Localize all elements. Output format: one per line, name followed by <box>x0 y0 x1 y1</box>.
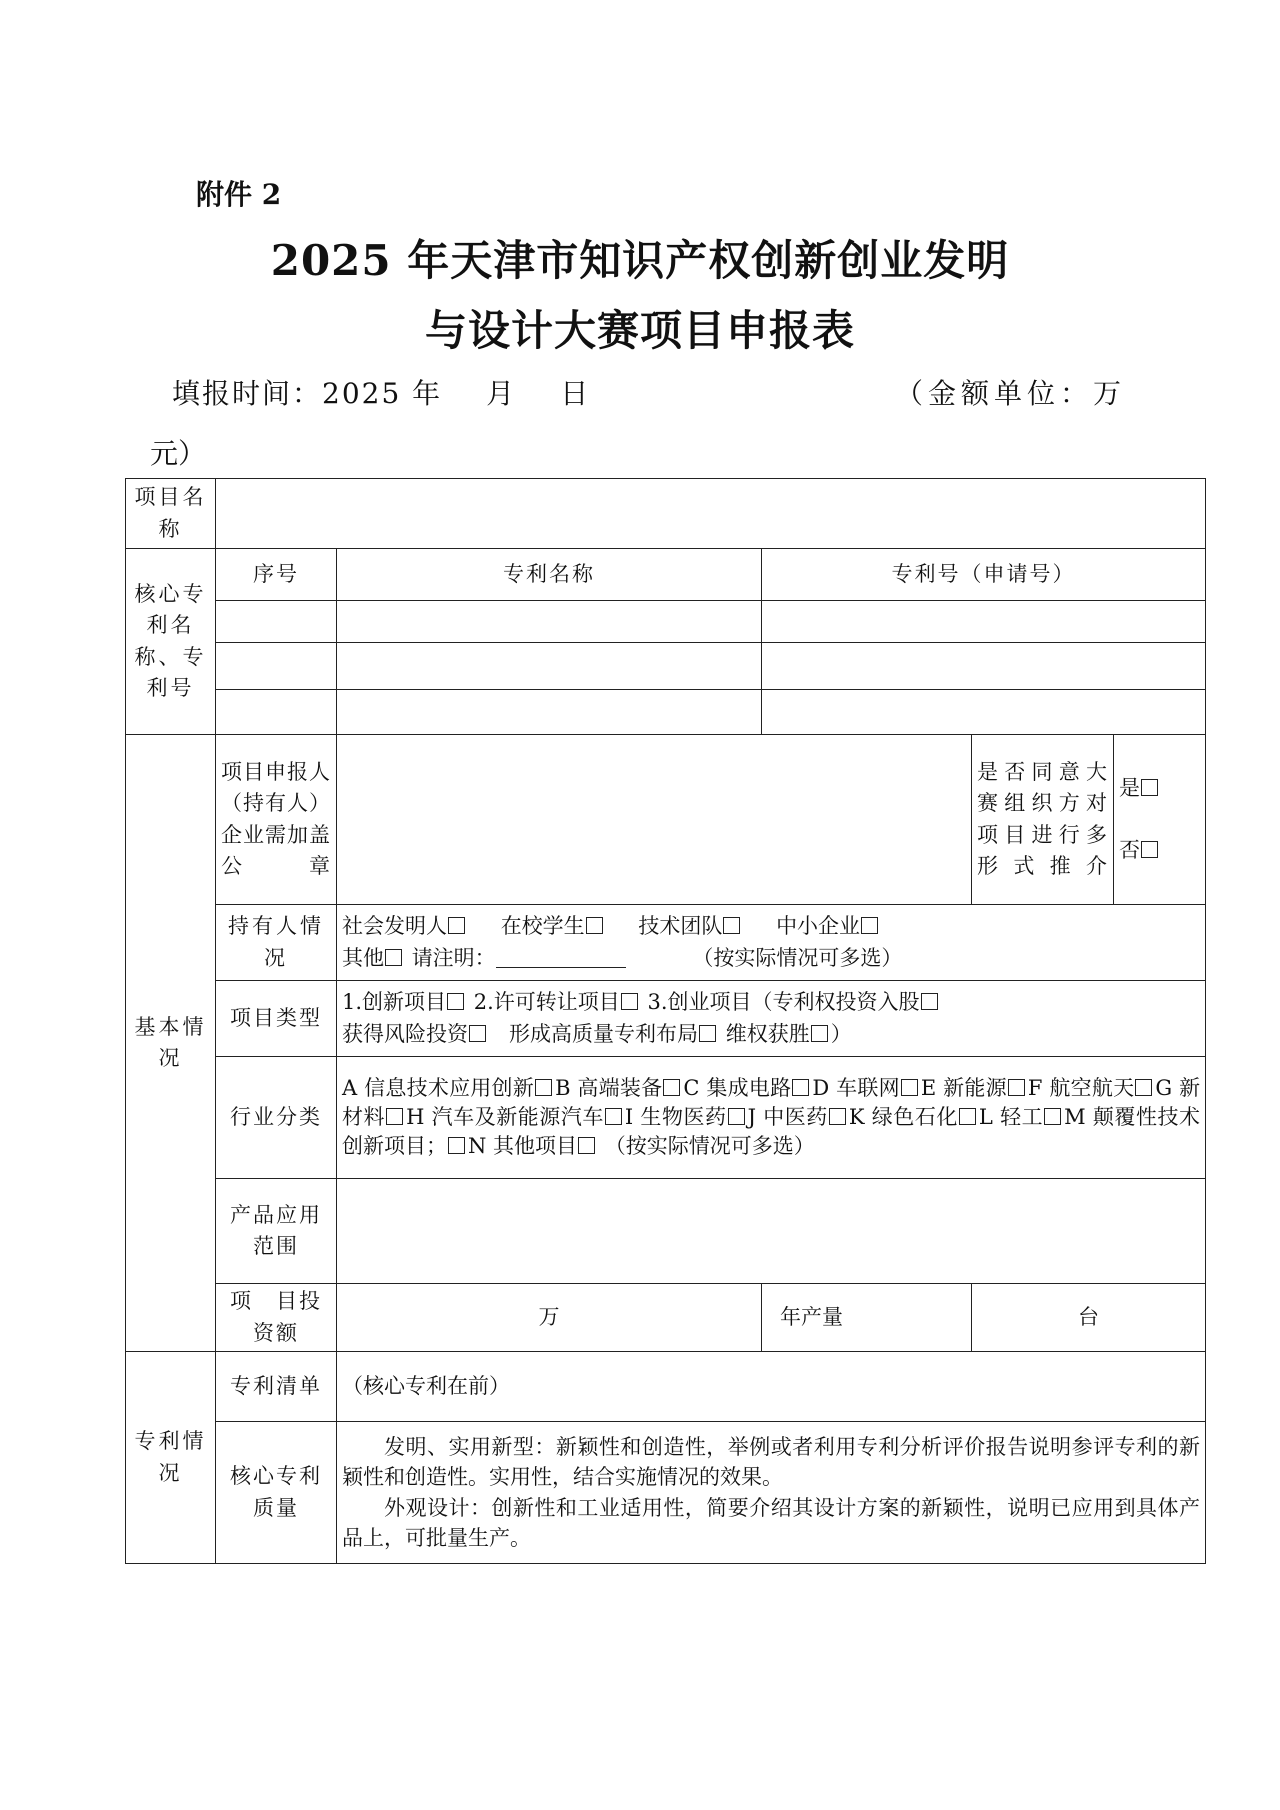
holder-note-input[interactable] <box>496 947 626 968</box>
type-vc-checkbox[interactable] <box>469 1025 486 1042</box>
product-scope-field[interactable] <box>337 1179 1206 1284</box>
holder-option: 技术团队 <box>638 914 723 938</box>
annual-output-unit: 台 <box>1078 1304 1100 1329</box>
holder-option: 在校学生 <box>500 914 585 938</box>
patent-seq-cell[interactable] <box>216 690 337 735</box>
industry-option: B 高端装备 <box>555 1076 663 1101</box>
fill-date-month: 月 <box>486 377 517 410</box>
holder-checkbox[interactable] <box>861 917 878 934</box>
holder-option: 社会发明人 <box>342 914 447 938</box>
application-form <box>125 478 1206 1564</box>
type-startup: 3.创业项目（专利权投资入股 <box>647 990 920 1014</box>
industry-option: J 中医药 <box>747 1105 828 1130</box>
form-title-line1: 2025 年天津市知识产权创新创业发明 <box>270 236 1010 285</box>
applicant-field[interactable] <box>337 735 972 905</box>
patent-quality-invention: 发明、实用新型：新颖性和创造性，举例或者利用专利分析评价报告说明参评专利的新颖性和创造性。实用性，结合实施情况的效果。 <box>342 1434 1201 1490</box>
no-label: 否 <box>1119 837 1140 862</box>
fill-date <box>172 372 590 412</box>
industry-option: K 绿色石化 <box>848 1105 958 1130</box>
attachment-label: 附件 2 <box>196 178 282 211</box>
patent-list-hint: （核心专利在前） <box>342 1373 510 1398</box>
holder-note-label: 请注明： <box>411 945 496 970</box>
col-patent-number-header: 专利号（申请号） <box>762 549 1206 601</box>
form-title-line2: 与设计大赛项目申报表 <box>424 306 855 355</box>
industry-checkbox[interactable] <box>448 1137 465 1154</box>
industry-checkbox[interactable] <box>829 1108 846 1125</box>
patent-number-cell[interactable] <box>762 643 1206 690</box>
patent-name-cell[interactable] <box>337 601 762 643</box>
col-patent-name-header: 专利名称 <box>337 549 762 601</box>
patent-seq-cell[interactable] <box>216 601 337 643</box>
yes-checkbox[interactable] <box>1141 779 1158 796</box>
applicant-label: 项目申报人（持有人）企业需加盖公章 <box>216 735 337 905</box>
holder-options <box>337 905 1206 981</box>
promotion-question: 是否同意大赛组织方对项目进行多形式推介 <box>972 735 1114 905</box>
project-type-options <box>337 981 1206 1057</box>
basic-info-label: 基本情况 <box>126 735 216 1352</box>
patent-quality-field[interactable] <box>337 1422 1206 1564</box>
type-layout-checkbox[interactable] <box>699 1025 716 1042</box>
holder-hint: （按实际情况可多选） <box>692 945 903 970</box>
fill-date-day: 日 <box>560 377 591 410</box>
industry-checkbox[interactable] <box>605 1108 622 1125</box>
core-patents-label: 核心专利名称、专利号 <box>126 549 216 735</box>
industry-option: E 新能源 <box>920 1076 1007 1101</box>
annual-output-label: 年产量 <box>762 1284 972 1352</box>
annual-output-field[interactable] <box>972 1284 1206 1352</box>
patent-number-cell[interactable] <box>762 690 1206 735</box>
project-type-label: 项目类型 <box>216 981 337 1057</box>
holder-checkbox[interactable] <box>586 917 603 934</box>
patent-quality-design: 外观设计：创新性和工业适用性，简要介绍其设计方案的新颖性，说明已应用到具体产品上，可批量生产。 <box>342 1495 1201 1550</box>
promotion-choices <box>1114 735 1206 905</box>
industry-option: A 信息技术应用创新 <box>342 1076 535 1101</box>
patent-list-field[interactable] <box>337 1352 1206 1422</box>
patent-seq-cell[interactable] <box>216 643 337 690</box>
industry-checkbox[interactable] <box>578 1137 595 1154</box>
investment-unit: 万 <box>538 1304 560 1329</box>
industry-option: I 生物医药 <box>624 1105 727 1130</box>
amount-unit: （金额单位：万 <box>895 377 1127 410</box>
investment-field[interactable] <box>337 1284 762 1352</box>
industry-option: L 轻工 <box>978 1105 1044 1130</box>
no-checkbox[interactable] <box>1141 841 1158 858</box>
industry-option: M 颠覆性技术创新项目； <box>342 1105 1201 1158</box>
industry-options <box>337 1057 1206 1179</box>
type-rights-checkbox[interactable] <box>811 1025 828 1042</box>
holder-other-label: 其他 <box>342 945 384 970</box>
industry-checkbox[interactable] <box>792 1079 809 1096</box>
type-rights: 维权获胜 <box>725 1021 810 1046</box>
type-close-paren: ） <box>830 1021 852 1046</box>
industry-option: F 航空航天 <box>1027 1076 1135 1101</box>
product-scope-label: 产品应用范围 <box>216 1179 337 1284</box>
type-innovation-checkbox[interactable] <box>447 993 464 1010</box>
col-seq-header: 序号 <box>216 549 337 601</box>
industry-checkbox[interactable] <box>1135 1079 1152 1096</box>
industry-option: G 新材料 <box>342 1076 1201 1130</box>
patent-quality-label: 核心专利质量 <box>216 1422 337 1564</box>
patent-name-cell[interactable] <box>337 690 762 735</box>
industry-checkbox[interactable] <box>728 1108 745 1125</box>
industry-option: H 汽车及新能源汽车 <box>406 1105 604 1130</box>
industry-checkbox[interactable] <box>959 1108 976 1125</box>
type-vc: 获得风险投资 <box>342 1021 468 1046</box>
patent-name-cell[interactable] <box>337 643 762 690</box>
holder-checkbox[interactable] <box>723 917 740 934</box>
investment-label: 项 目投资额 <box>216 1284 337 1352</box>
amount-unit-cont: 元） <box>150 437 207 470</box>
industry-checkbox[interactable] <box>1008 1079 1025 1096</box>
industry-option: C 集成电路 <box>683 1076 792 1101</box>
project-name-label: 项目名称 <box>126 479 216 549</box>
holder-other-checkbox[interactable] <box>385 949 402 966</box>
type-license-checkbox[interactable] <box>621 993 638 1010</box>
industry-checkbox[interactable] <box>386 1108 403 1125</box>
industry-checkbox[interactable] <box>535 1079 552 1096</box>
type-innovation: 1.创新项目 <box>342 990 447 1014</box>
patent-number-cell[interactable] <box>762 601 1206 643</box>
holder-checkbox[interactable] <box>448 917 465 934</box>
industry-checkbox[interactable] <box>901 1079 918 1096</box>
type-equity-checkbox[interactable] <box>921 993 938 1010</box>
holder-label: 持有人情 况 <box>216 905 337 981</box>
project-name-field[interactable] <box>216 479 1206 549</box>
industry-option: N 其他项目 <box>468 1133 578 1158</box>
fill-date-label: 填报时间：2025 年 <box>172 377 443 410</box>
type-layout: 形成高质量专利布局 <box>509 1021 699 1046</box>
yes-label: 是 <box>1119 776 1140 800</box>
industry-option: D 车联网 <box>812 1076 900 1101</box>
patent-list-label: 专利清单 <box>216 1352 337 1422</box>
industry-hint: （按实际情况可多选） <box>604 1133 815 1158</box>
patent-info-label: 专利情况 <box>126 1352 216 1564</box>
industry-label: 行业分类 <box>216 1057 337 1179</box>
holder-option: 中小企业 <box>776 914 861 938</box>
type-license: 2.许可转让项目 <box>473 990 620 1014</box>
industry-checkbox[interactable] <box>1044 1108 1061 1125</box>
industry-checkbox[interactable] <box>663 1079 680 1096</box>
